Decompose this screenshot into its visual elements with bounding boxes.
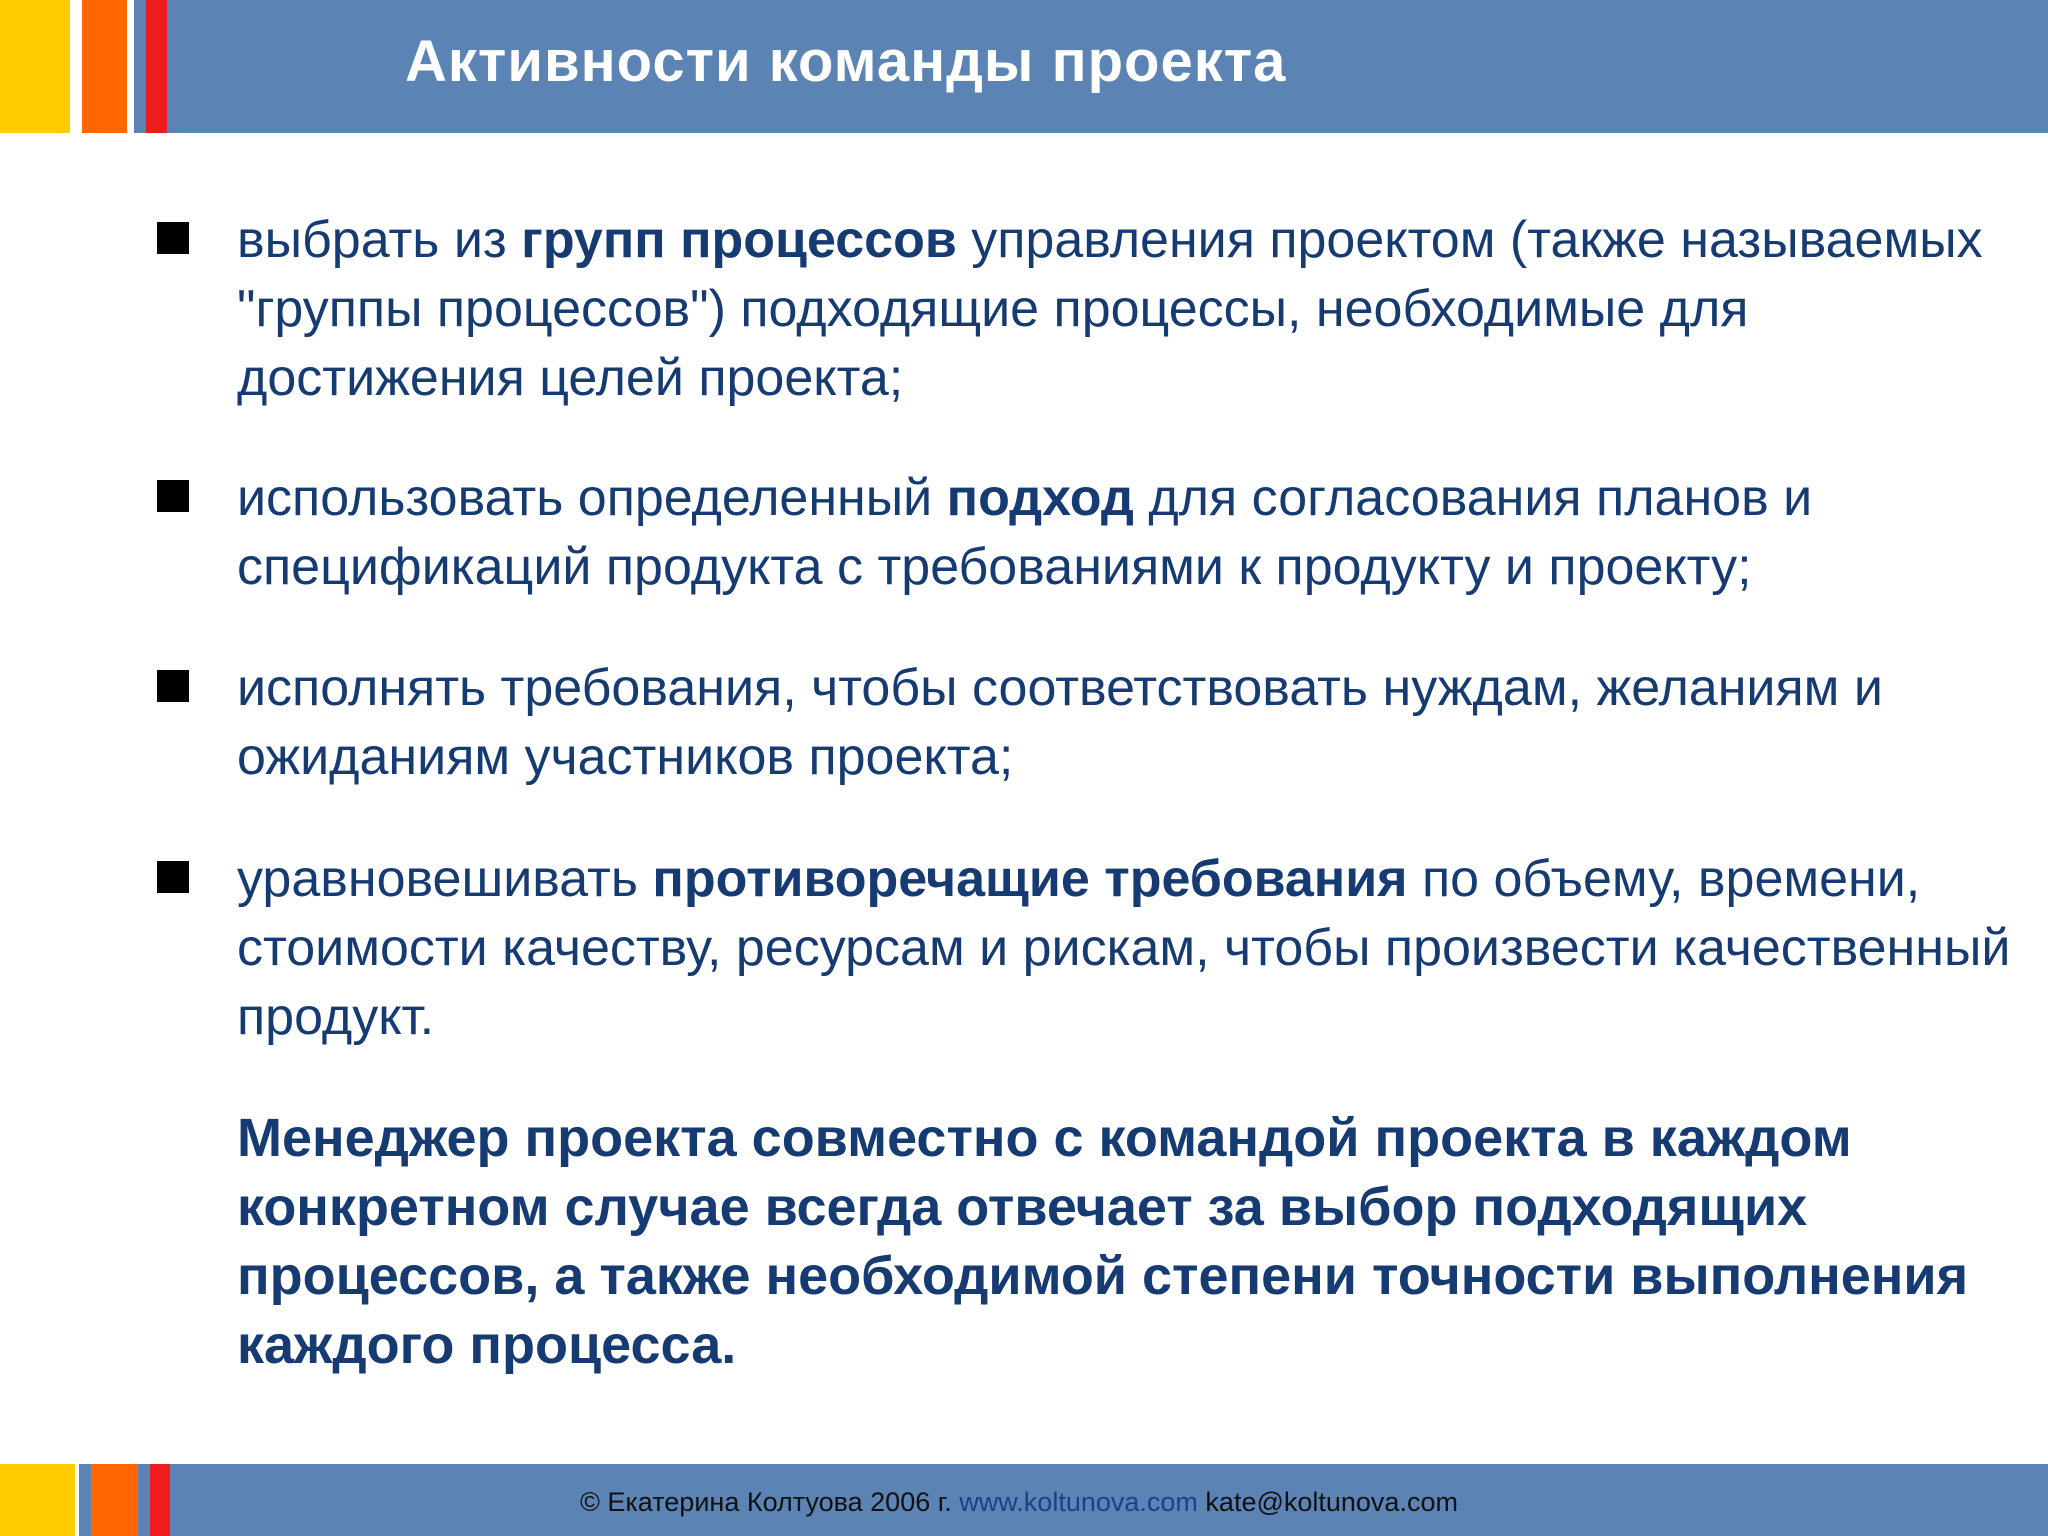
accent-stripe-orange xyxy=(91,1464,138,1536)
accent-stripe-orange xyxy=(82,0,127,133)
bullet-text-normal: по объему, времени, стоимости качеству, ресурсам и рискам, чтобы произвести качественный продукт. xyxy=(237,850,2011,1046)
accent-stripe-gap xyxy=(127,0,134,133)
email-link[interactable]: kate@koltunova.com xyxy=(1205,1487,1458,1517)
accent-stripe-blue xyxy=(138,1464,150,1536)
accent-stripe-red xyxy=(146,0,167,133)
bullet-text-bold: групп процессов xyxy=(521,211,957,269)
accent-stripe-blue xyxy=(79,1464,91,1536)
bullet-text-normal: управления проектом (также называемых "группы процессов") подходящие процессы, необходимые для достижения целей проекта; xyxy=(237,211,1983,407)
square-bullet-icon xyxy=(157,222,189,254)
bullet-text xyxy=(237,845,2017,1052)
summary-statement: Менеджер проекта совместно с командой проекта в каждом конкретном случае всегда отвечает за выбор подходящих процессов, а также необходимой степени точности выполнения каждого процесса. xyxy=(237,1108,1969,1375)
accent-stripe-gap xyxy=(70,0,82,133)
square-bullet-icon xyxy=(157,480,189,512)
header-band xyxy=(0,0,2048,133)
copyright-text: © Екатерина Колтуова 2006 г. xyxy=(580,1487,952,1517)
accent-stripe-yellow xyxy=(0,0,70,133)
square-bullet-icon xyxy=(157,861,189,893)
bullet-text-normal: выбрать из xyxy=(237,211,522,269)
accent-stripe-blue xyxy=(134,0,146,133)
bullet-text xyxy=(237,654,2017,792)
accent-stripe-yellow xyxy=(0,1464,75,1536)
bullet-text-normal: исполнять требования, чтобы соответствовать нуждам, желаниям и ожиданиям участников проекта; xyxy=(237,659,1883,786)
bullet-text-bold: противоречащие требования xyxy=(652,850,1408,908)
accent-stripe-red xyxy=(150,1464,170,1536)
website-link[interactable]: www.koltunova.com xyxy=(959,1487,1198,1517)
slide-title: Активности команды проекта xyxy=(405,29,1287,94)
bullet-text-normal: для согласования планов и спецификаций продукта с требованиями к продукту и проекту; xyxy=(237,469,1813,596)
bullet-text-normal: использовать определенный xyxy=(237,469,947,527)
footer-credits xyxy=(580,1487,1458,1518)
square-bullet-icon xyxy=(157,670,189,702)
bullet-text xyxy=(237,206,2017,413)
bullet-text-bold: подход xyxy=(946,469,1134,527)
bullet-text xyxy=(237,464,2017,602)
bullet-text-normal: уравновешивать xyxy=(237,850,653,908)
